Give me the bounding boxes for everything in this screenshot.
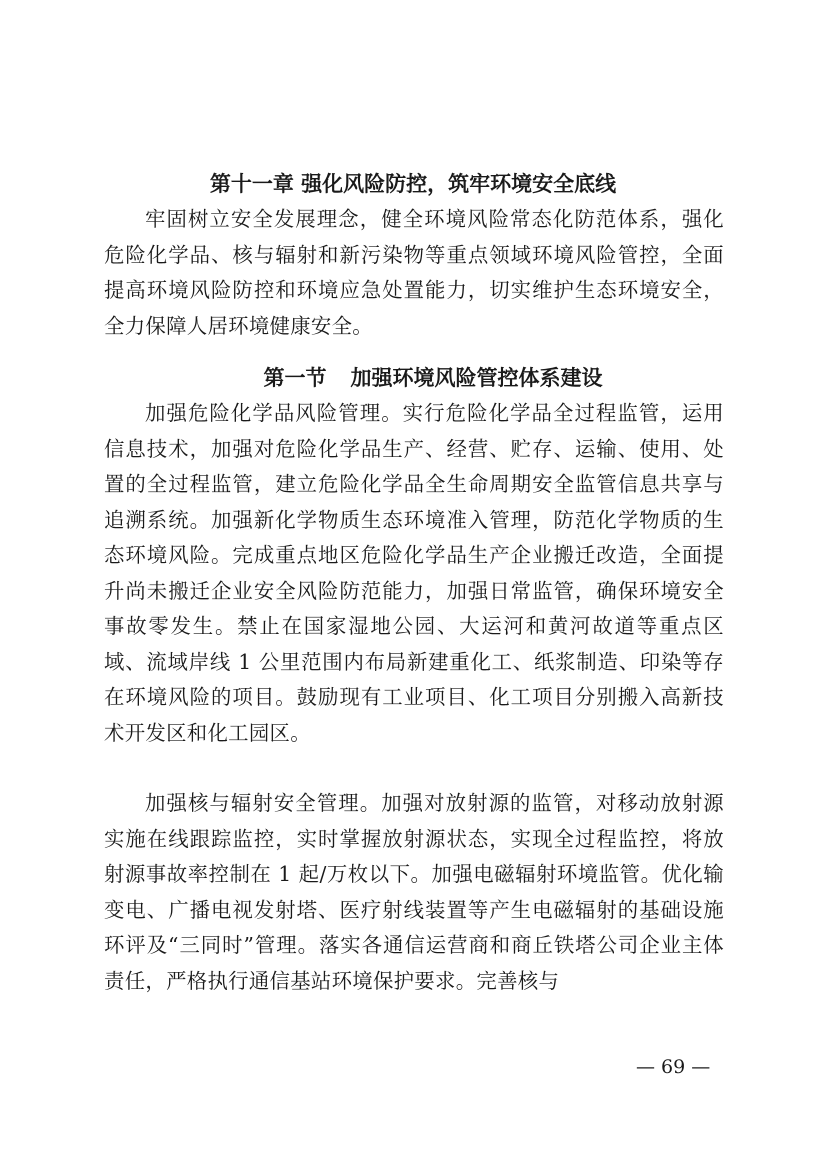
page-number: — 69 — xyxy=(636,1056,711,1078)
section-title: 加强环境风险管控体系建设 xyxy=(350,365,603,390)
body-paragraph: 加强危险化学品风险管理。实行危险化学品全过程监管，运用信息技术，加强对危险化学品生产、经营、贮存、运输、使用、处置的全过程监管，建立危险化学品全生命周期安全监管信息共享与追溯系统。加强新化学物质生态环境准入管理，防范化学物质的生态环境风险。完成重点地区危险化学品生产企业搬迁改造，全面提升尚未搬迁企业安全风险防范能力，加强日常监管，确保环境安全事故零发生。禁止在国家湿地公园、大运河和黄河故道等重点区域、流域岸线 1 公里范围内布局新建重化工、纸浆制造、印染等存在环境风险的项目。鼓励现有工业项目、化工项目分别搬入高新技术开发区和化工园区。 xyxy=(104,401,724,745)
section-label: 第一节 xyxy=(263,365,327,390)
body-paragraph: 加强核与辐射安全管理。加强对放射源的监管，对移动放射源实施在线跟踪监控，实时掌握放射源状态，实现全过程监控，将放射源事故率控制在 1 起/万枚以下。加强电磁辐射环境监管。优化输变电、广播电视发射塔、医疗射线装置等产生电磁辐射的基础设施环评及“三同时”管理。落实各通信运营商和商丘铁塔公司企业主体责任，严格执行通信基站环境保护要求。完善核与 xyxy=(104,791,724,993)
section-heading xyxy=(0,360,826,396)
chapter-title: 第十一章 强化风险防控，筑牢环境安全底线 xyxy=(209,172,617,196)
intro-paragraph: 牢固树立安全发展理念，健全环境风险常态化防范体系，强化危险化学品、核与辐射和新污染物等重点领域环境风险管控，全面提高环境风险防控和环境应急处置能力，切实维护生态环境安全，全力保障人居环境健康安全。 xyxy=(104,207,724,338)
